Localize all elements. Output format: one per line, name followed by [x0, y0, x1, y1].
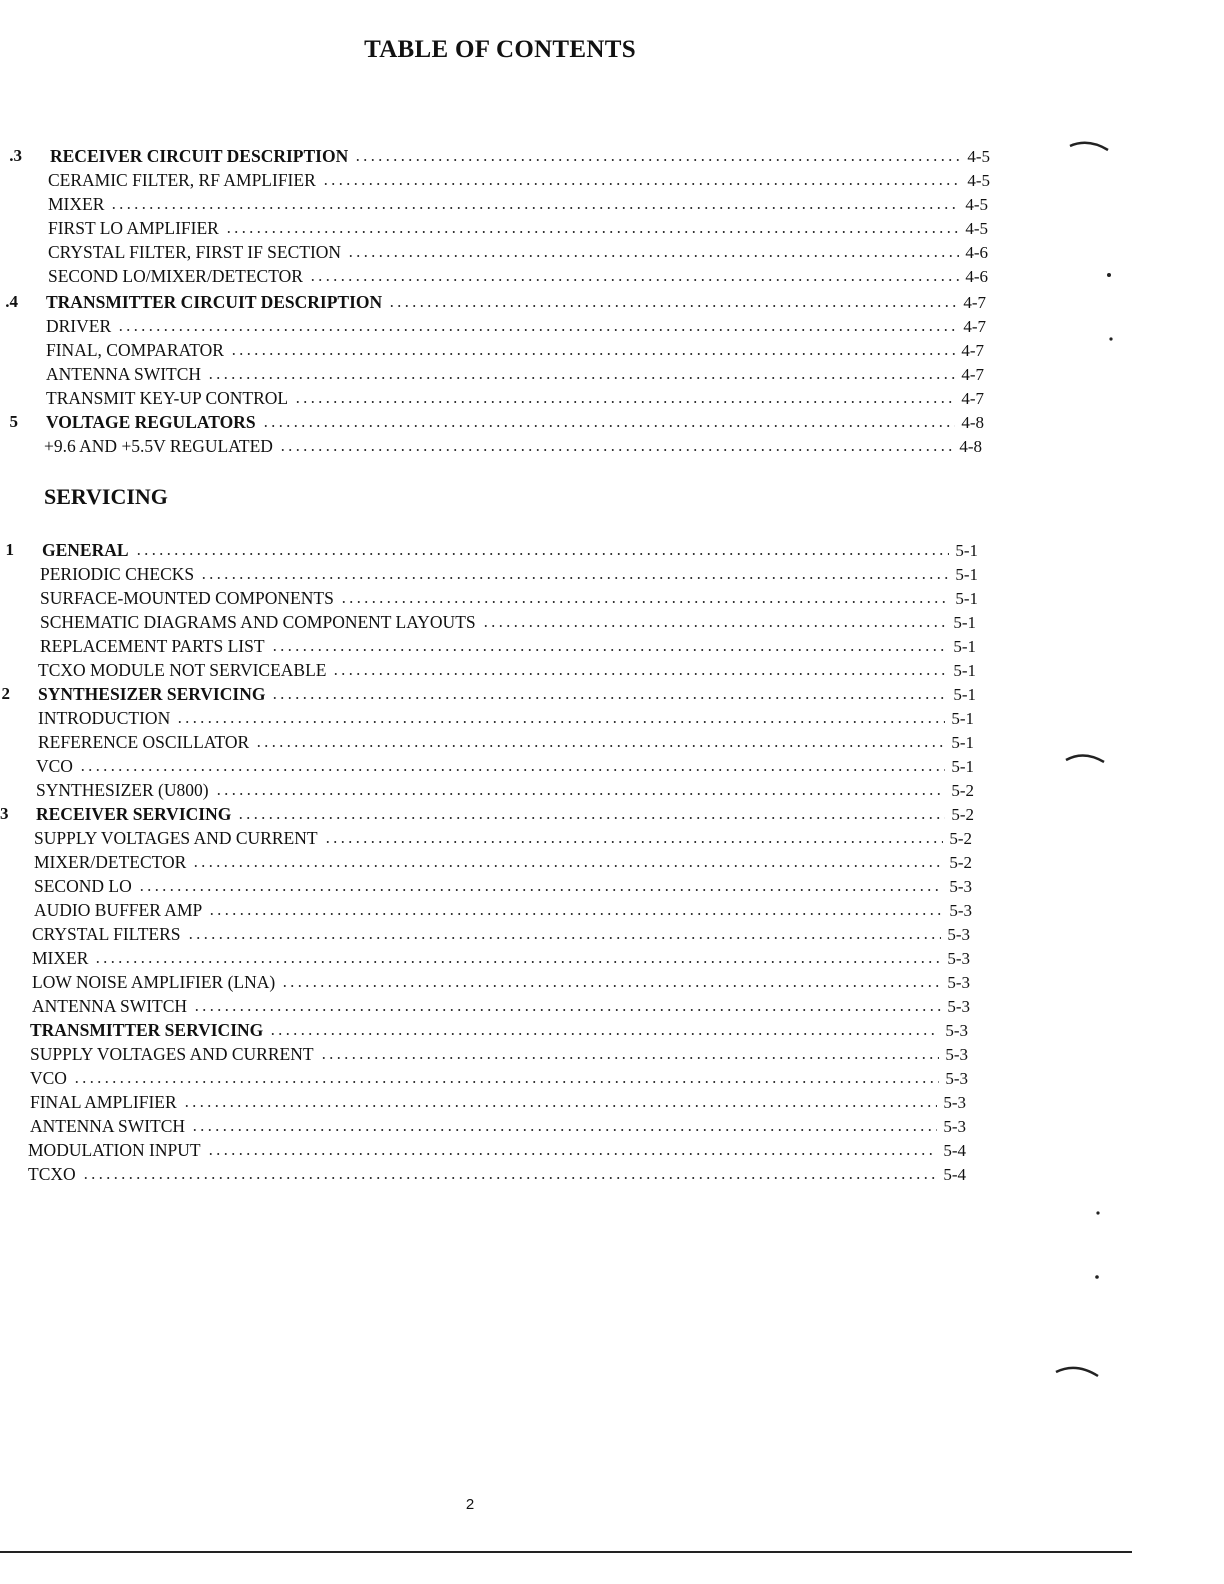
dot-leader: [322, 183, 962, 185]
dot-leader: [324, 841, 944, 843]
toc-entry: [48, 170, 990, 190]
toc-entry: [46, 340, 984, 360]
toc-entry: [36, 756, 974, 776]
dot-leader: [208, 913, 943, 915]
toc-entry-page: 4-7: [961, 341, 984, 360]
footer-rule: [0, 1551, 1132, 1553]
toc-entry-label: LOW NOISE AMPLIFIER (LNA): [32, 972, 276, 992]
toc-entry-page: 4-7: [961, 389, 984, 408]
dot-leader: [193, 1009, 941, 1011]
dot-leader: [354, 159, 961, 161]
dot-leader: [320, 1057, 940, 1059]
toc-entry-label: VCO: [36, 756, 73, 776]
dot-leader: [215, 793, 946, 795]
toc-entry: [34, 852, 972, 872]
dot-leader: [94, 961, 941, 963]
toc-entry-label: SURFACE-MOUNTED COMPONENTS: [40, 588, 334, 608]
toc-entry-page: 5-2: [951, 781, 974, 800]
dot-leader: [271, 697, 947, 699]
toc-entry-label: MODULATION INPUT: [28, 1140, 201, 1160]
toc-entry: [32, 972, 970, 992]
toc-entry-page: 5-1: [953, 637, 976, 656]
dot-leader: [340, 601, 950, 603]
toc-entry-page: 5-3: [945, 1021, 968, 1040]
toc-entry-label: REPLACEMENT PARTS LIST: [40, 636, 265, 656]
toc-entry-page: 5-3: [949, 901, 972, 920]
page-title: TABLE OF CONTENTS: [364, 36, 636, 63]
dot-leader: [332, 673, 947, 675]
toc-entry-page: 4-7: [963, 317, 986, 336]
toc-entry-page: 5-3: [943, 1093, 966, 1112]
toc-entry-page: 5-4: [943, 1141, 966, 1160]
toc-entry-page: 5-3: [945, 1045, 968, 1064]
dot-leader: [192, 865, 943, 867]
toc-entry-page: 4-6: [965, 267, 988, 286]
toc-entry: [9, 412, 984, 432]
toc-entry-label: MIXER: [48, 194, 105, 214]
toc-entry-page: 5-2: [949, 853, 972, 872]
dot-leader: [110, 207, 959, 209]
toc-entry-label: CRYSTAL FILTERS: [32, 924, 181, 944]
dot-leader: [255, 745, 945, 747]
dot-leader: [482, 625, 948, 627]
toc-entry-page: 5-1: [953, 685, 976, 704]
dot-leader: [82, 1177, 938, 1179]
toc-entry-label: MIXER: [32, 948, 89, 968]
toc-entry-label: REFERENCE OSCILLATOR: [38, 732, 250, 752]
toc-entry-number: 3: [0, 804, 8, 823]
toc-entry-label: SECOND LO: [34, 876, 132, 896]
section-heading-servicing: SERVICING: [44, 484, 168, 509]
dot-leader: [269, 1033, 939, 1035]
toc-entry-label: FIRST LO AMPLIFIER: [48, 218, 219, 238]
scan-dot: [1106, 272, 1112, 278]
toc-entry-page: 5-1: [951, 733, 974, 752]
toc-entry-page: 4-6: [965, 243, 988, 262]
toc-entry-label: SYNTHESIZER SERVICING: [38, 684, 266, 704]
toc-entry-number: 5: [9, 412, 18, 431]
toc-entry-number: 1: [5, 540, 14, 559]
dot-leader: [200, 577, 949, 579]
toc-entry-number: .3: [9, 146, 22, 165]
toc-entry-page: 4-8: [959, 437, 982, 456]
toc-entry-page: 5-1: [955, 565, 978, 584]
toc-entry: [40, 612, 976, 632]
toc-entry-label: VOLTAGE REGULATORS: [46, 412, 256, 432]
toc-entry: [36, 780, 974, 800]
dot-leader: [237, 817, 945, 819]
toc-entry-page: 5-3: [947, 949, 970, 968]
dot-leader: [191, 1129, 937, 1131]
toc-entry-page: 5-3: [949, 877, 972, 896]
toc-entry-label: CRYSTAL FILTER, FIRST IF SECTION: [48, 242, 342, 262]
toc-entry-page: 4-7: [961, 365, 984, 384]
page-number: 2: [465, 1496, 475, 1513]
toc-entry: [40, 588, 978, 608]
toc-entry-label: TRANSMITTER CIRCUIT DESCRIPTION: [46, 292, 383, 312]
toc-entry: [32, 924, 970, 944]
toc-entry-page: 5-2: [949, 829, 972, 848]
toc-entry: [48, 194, 988, 214]
dot-leader: [309, 279, 959, 281]
toc-entry-label: RECEIVER CIRCUIT DESCRIPTION: [50, 146, 349, 166]
toc-entry-number: 2: [1, 684, 10, 703]
dot-leader: [138, 889, 944, 891]
dot-leader: [187, 937, 942, 939]
toc-entry: [30, 1044, 968, 1064]
toc-entry: [46, 364, 984, 384]
dot-leader: [279, 449, 953, 451]
toc-entry-page: 5-1: [955, 541, 978, 560]
toc-entry: [34, 828, 972, 848]
toc-entry-page: 4-5: [965, 219, 988, 238]
toc-entry: [40, 636, 976, 656]
dot-leader: [207, 1153, 938, 1155]
toc-entry: [48, 218, 988, 238]
toc-entry: [30, 1092, 966, 1112]
toc-entry: [28, 1164, 966, 1184]
toc-entry-label: SCHEMATIC DIAGRAMS AND COMPONENT LAYOUTS: [40, 612, 476, 632]
toc-entry-label: PERIODIC CHECKS: [40, 564, 195, 584]
scan-mark: [1064, 748, 1108, 768]
toc-entry-label: SUPPLY VOLTAGES AND CURRENT: [34, 828, 318, 848]
toc-entry-page: 5-3: [945, 1069, 968, 1088]
toc-entry: [1, 684, 976, 704]
dot-leader: [176, 721, 945, 723]
toc-entry-label: +9.6 AND +5.5V REGULATED: [44, 436, 273, 456]
toc-entry: [38, 732, 974, 752]
toc-entry-label: TCXO MODULE NOT SERVICEABLE: [38, 660, 327, 680]
toc-entry-page: 4-5: [967, 147, 990, 166]
toc-entry: [32, 948, 970, 968]
toc-entry: [38, 660, 976, 680]
toc-entry-label: ANTENNA SWITCH: [46, 364, 202, 384]
dot-leader: [230, 353, 955, 355]
toc-entry-label: TRANSMITTER SERVICING: [30, 1020, 264, 1040]
toc-entry-label: DRIVER: [46, 316, 112, 336]
scan-mark: [1054, 1360, 1102, 1380]
dot-leader: [79, 769, 945, 771]
toc-entry-label: TCXO: [28, 1164, 76, 1184]
toc-entry: [48, 242, 988, 262]
dot-leader: [183, 1105, 938, 1107]
toc-entry-label: ANTENNA SWITCH: [30, 1116, 186, 1136]
toc-entry-label: RECEIVER SERVICING: [36, 804, 232, 824]
toc-entry-label: AUDIO BUFFER AMP: [34, 900, 203, 920]
scan-mark: [1068, 136, 1112, 156]
dot-leader: [135, 553, 950, 555]
toc-entry-label: FINAL AMPLIFIER: [30, 1092, 177, 1112]
toc-entry: [30, 1116, 966, 1136]
toc-entry-label: SYNTHESIZER (U800): [36, 780, 209, 800]
dot-leader: [388, 305, 957, 307]
dot-leader: [281, 985, 941, 987]
toc-entry-page: 5-1: [951, 757, 974, 776]
toc-entry: [44, 436, 982, 456]
dot-leader: [262, 425, 956, 427]
toc-entry: [32, 996, 970, 1016]
toc-entry: [9, 146, 990, 166]
toc-entry-page: 5-1: [953, 661, 976, 680]
toc-entry-label: SUPPLY VOLTAGES AND CURRENT: [30, 1044, 314, 1064]
toc-entry-page: 4-5: [967, 171, 990, 190]
toc-entry: [38, 708, 974, 728]
toc-entry: [5, 540, 978, 560]
toc-entry: [46, 388, 984, 408]
toc-entry: [30, 1020, 968, 1040]
toc-entry: [34, 876, 972, 896]
toc-entry-label: SECOND LO/MIXER/DETECTOR: [48, 266, 303, 286]
toc-entry-page: 5-1: [953, 613, 976, 632]
toc-entry-page: 5-4: [943, 1165, 966, 1184]
dot-leader: [117, 329, 957, 331]
toc-entry-page: 5-1: [951, 709, 974, 728]
toc-entry-page: 5-2: [951, 805, 974, 824]
toc-entry-page: 5-3: [947, 997, 970, 1016]
dot-leader: [225, 231, 960, 233]
toc-entry-page: 5-1: [955, 589, 978, 608]
toc-entry: [46, 316, 986, 336]
toc-entry-page: 4-7: [963, 293, 986, 312]
toc-entry: [48, 266, 988, 286]
toc-entry-label: GENERAL: [42, 540, 129, 560]
dot-leader: [271, 649, 948, 651]
scan-dot: [1094, 1210, 1102, 1216]
dot-leader: [207, 377, 955, 379]
toc-entry-label: INTRODUCTION: [38, 708, 171, 728]
scan-dot: [1108, 336, 1114, 342]
dot-leader: [347, 255, 959, 257]
toc-entry-page: 5-3: [947, 973, 970, 992]
toc-entry-number: .4: [5, 292, 18, 311]
toc-entry: [0, 804, 974, 824]
toc-entry-label: VCO: [30, 1068, 67, 1088]
toc-entry-label: TRANSMIT KEY-UP CONTROL: [46, 388, 289, 408]
toc-entry: [5, 292, 986, 312]
dot-leader: [73, 1081, 939, 1083]
toc-entry-page: 5-3: [947, 925, 970, 944]
toc-entry-label: MIXER/DETECTOR: [34, 852, 187, 872]
toc-entry-label: ANTENNA SWITCH: [32, 996, 188, 1016]
toc-entry-label: FINAL, COMPARATOR: [46, 340, 224, 360]
toc-entry-label: CERAMIC FILTER, RF AMPLIFIER: [48, 170, 316, 190]
toc-entry-page: 5-3: [943, 1117, 966, 1136]
toc-entry-page: 4-5: [965, 195, 988, 214]
toc-entry-page: 4-8: [961, 413, 984, 432]
toc-entry: [40, 564, 978, 584]
toc-entry: [34, 900, 972, 920]
toc-entry: [28, 1140, 966, 1160]
scan-dot: [1094, 1274, 1100, 1280]
toc-entry: [30, 1068, 968, 1088]
dot-leader: [294, 401, 955, 403]
